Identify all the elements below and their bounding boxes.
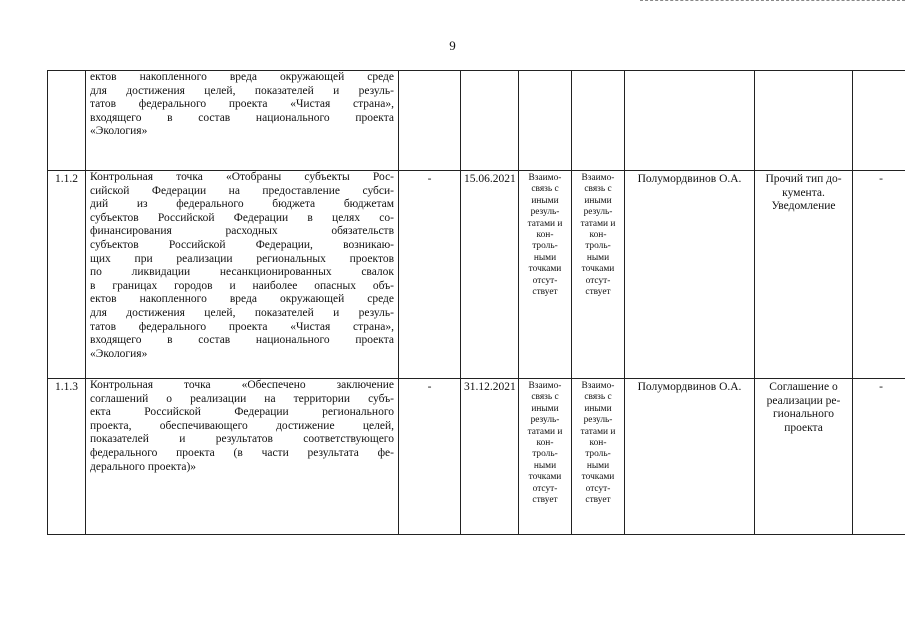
relation-line: связь с	[531, 392, 559, 403]
relation-cell-1	[519, 171, 572, 379]
relation-cell-2	[572, 71, 625, 171]
description-line: Контрольная точка «Отобраны субъекты Рос-	[90, 171, 394, 183]
relation-line: иными	[584, 195, 612, 206]
description-line: входящего в состав национального проекта	[90, 111, 394, 124]
page-number: 9	[449, 38, 456, 53]
description-line: екта Российской Федерации регионального	[90, 406, 394, 419]
document-type-cell	[755, 171, 853, 379]
relation-line: иными	[584, 403, 612, 414]
table-row	[48, 71, 905, 171]
description-line: ектов накопленного вреда окружающей среде	[90, 71, 394, 83]
relation-line: связь с	[584, 184, 612, 195]
relation-line: точками	[528, 472, 562, 483]
relation-line: резуль-	[583, 415, 613, 426]
document-type-line: Прочий тип до-	[765, 173, 842, 185]
description-line: татов федерального проекта «Чистая страна»,	[90, 320, 394, 333]
document-type-cell	[755, 379, 853, 535]
relation-line: кон-	[536, 230, 554, 241]
row-number-cell	[48, 379, 86, 535]
description-line: субъектов Российской Федерации, возникаю-	[90, 238, 394, 251]
relation-line: ствует	[532, 287, 558, 298]
relation-line: татами и	[580, 426, 616, 437]
relation-line: ствует	[585, 495, 611, 506]
description-cell	[86, 171, 399, 379]
document-type-line: кумента.	[782, 186, 825, 199]
description-cell	[86, 379, 399, 535]
table-row	[48, 171, 905, 379]
relation-line: точками	[581, 264, 615, 275]
relation-line: отсут-	[532, 483, 558, 494]
description-line: татов федерального проекта «Чистая страна»,	[90, 98, 394, 111]
description-line: субъектов Российской Федерации в целях со-	[90, 211, 394, 224]
document-type-line: проекта	[784, 421, 823, 434]
relation-line: троль-	[585, 449, 611, 460]
description-line: в границах городов и наиболее опасных объ-	[90, 279, 394, 292]
relation-cell-2	[572, 171, 625, 379]
document-type-line: гионального	[772, 408, 835, 421]
description-line: по ликвидации несанкционированных свалок	[90, 266, 394, 279]
relation-line: связь с	[584, 392, 612, 403]
table-body	[48, 71, 905, 535]
last-cell	[853, 379, 905, 535]
description-line: «Экология»	[90, 347, 148, 360]
responsible-name: Полумордвинов О.А.	[637, 173, 742, 185]
relation-line: отсут-	[585, 275, 611, 286]
description-line: показателей и результатов соответствующего	[90, 433, 394, 446]
relation-line: троль-	[532, 449, 558, 460]
description-line: дерального проекта)»	[90, 460, 197, 473]
relation-line: ными	[533, 252, 557, 263]
description-cell	[86, 71, 399, 171]
relation-line: связь с	[531, 184, 559, 195]
dash-cell	[399, 379, 461, 535]
control-points-table	[47, 70, 905, 535]
date-cell	[461, 171, 519, 379]
last-value: -	[879, 173, 883, 185]
description-line: дий из федерального бюджета бюджетам	[90, 198, 394, 211]
relation-line: отсут-	[532, 275, 558, 286]
description-line: федерального проекта (в части результата фе-	[90, 446, 394, 459]
relation-line: Взаимо-	[528, 381, 562, 391]
relation-cell-1	[519, 379, 572, 535]
relation-line: кон-	[589, 230, 607, 241]
description-line: щих при реализации региональных проектов	[90, 252, 394, 265]
relation-line: ными	[586, 252, 610, 263]
dash-value: -	[427, 381, 432, 393]
relation-line: ствует	[532, 495, 558, 506]
description-line: проекта, обеспечивающего достижение целей,	[90, 419, 394, 432]
description-line: входящего в состав национального проекта	[90, 334, 394, 347]
date-cell	[461, 379, 519, 535]
description-line: «Экология»	[90, 125, 148, 138]
last-cell	[853, 71, 905, 171]
relation-line: иными	[531, 403, 559, 414]
description-line: соглашений о реализации на территории субъ-	[90, 392, 394, 405]
relation-line: резуль-	[530, 415, 560, 426]
relation-line: татами и	[580, 218, 616, 229]
relation-line: точками	[528, 264, 562, 275]
relation-line: троль-	[585, 241, 611, 252]
relation-line: ствует	[585, 287, 611, 298]
relation-line: татами и	[527, 426, 563, 437]
responsible-cell	[625, 171, 755, 379]
responsible-cell	[625, 71, 755, 171]
description-line: для достижения целей, показателей и резуль-	[90, 306, 394, 319]
row-number-cell	[48, 171, 86, 379]
relation-line: кон-	[589, 438, 607, 449]
scan-edge-line	[640, 0, 905, 4]
relation-line: Взаимо-	[581, 381, 615, 391]
responsible-cell	[625, 379, 755, 535]
row-number: 1.1.2	[55, 173, 78, 185]
document-type-cell	[755, 71, 853, 171]
date-value: 31.12.2021	[464, 381, 516, 393]
relation-line: отсут-	[585, 483, 611, 494]
date-value: 15.06.2021	[464, 173, 516, 185]
relation-cell-1	[519, 71, 572, 171]
relation-line: ными	[586, 460, 610, 471]
description-line: сийской Федерации на предоставление субси-	[90, 184, 394, 197]
relation-line: кон-	[536, 438, 554, 449]
row-number: 1.1.3	[55, 381, 78, 393]
relation-line: ными	[533, 460, 557, 471]
row-number-cell	[48, 71, 86, 171]
date-cell	[461, 71, 519, 171]
dash-cell	[399, 171, 461, 379]
dash-value: -	[427, 173, 432, 185]
table-row	[48, 379, 905, 535]
relation-line: точками	[581, 472, 615, 483]
description-line: финансирования расходных обязательств	[90, 225, 394, 238]
description-line: Контрольная точка «Обеспечено заключение	[90, 379, 394, 391]
responsible-name: Полумордвинов О.А.	[637, 381, 742, 393]
relation-line: иными	[531, 195, 559, 206]
relation-line: резуль-	[583, 207, 613, 218]
document-type-line: реализации ре-	[766, 394, 841, 407]
document-type-line: Соглашение о	[769, 381, 838, 393]
description-line: для достижения целей, показателей и резуль-	[90, 84, 394, 97]
last-cell	[853, 171, 905, 379]
relation-line: резуль-	[530, 207, 560, 218]
relation-line: троль-	[532, 241, 558, 252]
relation-line: Взаимо-	[528, 173, 562, 183]
last-value: -	[879, 381, 883, 393]
relation-line: татами и	[527, 218, 563, 229]
document-type-line: Уведомление	[771, 200, 836, 213]
relation-cell-2	[572, 379, 625, 535]
description-line: ектов накопленного вреда окружающей среде	[90, 293, 394, 306]
dash-cell	[399, 71, 461, 171]
relation-line: Взаимо-	[581, 173, 615, 183]
